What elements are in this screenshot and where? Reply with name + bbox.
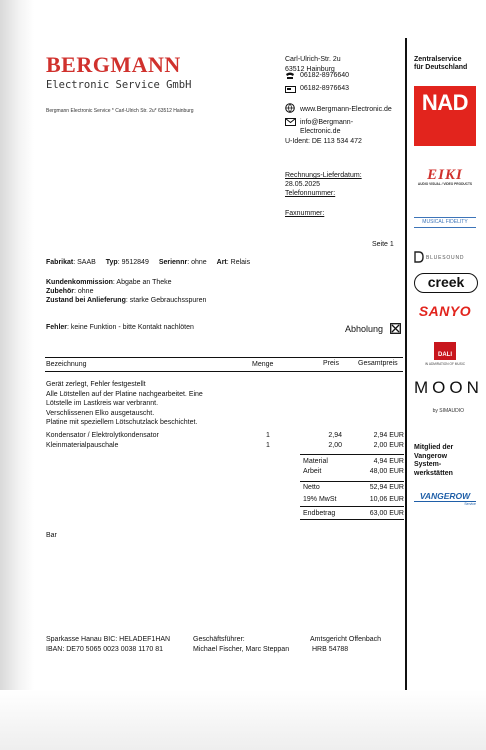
zubehoer-label: Zubehör: [46, 288, 74, 295]
repair-note: Verschlissenen Elko ausgetauscht.: [46, 409, 155, 417]
header-quantity: Menge: [252, 361, 274, 368]
header-description: Bezeichnung: [46, 361, 87, 368]
totals-rule-mid: [300, 481, 404, 482]
creek-logo: creek: [414, 273, 478, 293]
member-text: [414, 444, 453, 478]
sidebar-title-line2: für Deutschland: [414, 64, 468, 71]
contact-ust: U-Ident: DE 113 534 472: [285, 138, 362, 145]
material-label: Material: [303, 458, 328, 465]
fabrikat-value: : SAAB: [73, 259, 96, 266]
fabrikat-label: Fabrikat: [46, 259, 74, 266]
repair-note: Gerät zerlegt, Fehler festgestellt: [46, 381, 146, 388]
phone-icon: [285, 72, 295, 82]
typ-value: : 9512849: [117, 259, 149, 266]
contact-city: 63512 Hainburg: [285, 66, 335, 73]
musical-fidelity-logo: MUSICAL FIDELITY: [414, 217, 476, 228]
globe-icon: [285, 103, 295, 115]
vangerow-logo-text: VANGEROW: [414, 492, 476, 502]
totals-rule-top: [300, 454, 404, 455]
mwst-value: 10,06 EUR: [369, 496, 404, 503]
contact-phone: 06182-8976640: [300, 72, 350, 79]
repair-notes: [46, 380, 203, 428]
material-value: 4,94 EUR: [373, 458, 404, 465]
fax-icon: [285, 85, 296, 95]
footer-hrb: HRB 54788: [312, 646, 349, 653]
repair-note: Lötstelle im Lastkreis war verbrannt.: [46, 400, 159, 407]
typ-label: Typ: [105, 259, 118, 266]
contact-fax: 06182-8976643: [300, 85, 350, 92]
mwst-label: 19% MwSt: [303, 496, 337, 503]
page-number: Seite 1: [372, 241, 394, 248]
netto-label: Netto: [303, 484, 320, 491]
arbeit-label: Arbeit: [303, 468, 322, 475]
delivery-date-label: Rechnungs-Lieferdatum:: [285, 172, 362, 179]
sidebar-title: [414, 56, 467, 72]
repair-note: Platine mit speziellem Lötschutzlack beschichtet.: [46, 419, 198, 426]
endbetrag-value: 63,00 EUR: [369, 510, 404, 517]
zustand-label: Zustand bei Anlieferung: [46, 297, 126, 304]
vangerow-logo-service: Service: [464, 502, 476, 506]
moon-logo: MOON: [414, 378, 483, 397]
dali-logo: DALI: [434, 342, 456, 360]
bluesound-logo-text: BLUESOUND: [425, 254, 465, 261]
dali-tagline: IN ADMIRATION OF MUSIC: [424, 362, 466, 366]
member-line: werkstätten: [414, 469, 453, 477]
fehler-value: : keine Funktion - bitte Kontakt nachlöten: [67, 324, 194, 331]
header-total: Gesamtpreis: [358, 360, 398, 367]
table-header-rule: [45, 371, 403, 372]
eiki-logo-text: EIKI: [427, 167, 463, 183]
eiki-logo: [414, 168, 476, 186]
arbeit-value: 48,00 EUR: [369, 468, 404, 475]
nad-logo: [414, 86, 476, 146]
member-line: Vangerow: [414, 452, 448, 460]
nad-logo-text: NAD: [421, 90, 469, 115]
contact-web: www.Bergmann-Electronic.de: [300, 106, 392, 113]
item-price: 2,94: [328, 432, 342, 439]
zustand-value: : starke Gebrauchsspuren: [125, 297, 207, 304]
footer-bank: [46, 635, 170, 655]
table-top-rule: [45, 357, 403, 358]
pickup-checkbox: [390, 323, 401, 336]
repair-note: Alle Lötstellen auf der Platine nachgearbeitet. Eine: [46, 390, 203, 398]
endbetrag-label: Endbetrag: [303, 510, 336, 517]
footer-bank-name: Sparkasse Hanau BIC: HELADEF1HAN: [46, 636, 171, 643]
mail-icon: [285, 118, 296, 128]
pickup-label: Abholung: [345, 324, 384, 334]
footer-court-name: Amtsgericht Offenbach: [310, 636, 382, 643]
contact-street: Carl-Ulrich-Str. 2u: [285, 56, 341, 63]
footer-court: [310, 635, 381, 655]
contact-email: [300, 118, 353, 136]
fehler-label: Fehler: [46, 324, 68, 331]
contact-email-line1: info@Bergmann-: [300, 119, 354, 126]
item-description: Kleinmaterialpauschale: [46, 442, 119, 449]
bluesound-logo: [414, 251, 476, 263]
item-description: Kondensator / Elektrolytkondensator: [46, 432, 159, 439]
page-edge-shadow: [0, 0, 34, 750]
company-logo-name: BERGMANN: [46, 52, 181, 77]
simaudio-logo: by SIMAUDIO: [432, 408, 464, 414]
item-price: 2,00: [328, 442, 342, 449]
kommission-label: Kundenkommission: [46, 279, 113, 286]
item-total: 2,94 EUR: [373, 432, 404, 439]
device-line: [46, 259, 250, 266]
footer-gf-label: Geschäftsführer:: [193, 636, 245, 643]
member-line: Mitglied der: [414, 444, 454, 451]
sender-line: Bergmann Electronic Service * Carl-Ulrich Str. 2u* 63512 Hainburg: [46, 108, 194, 114]
page-bottom-shadow: [0, 690, 486, 750]
kommission-value: : Abgabe an Theke: [112, 279, 172, 286]
netto-value: 52,94 EUR: [369, 484, 404, 491]
serial-value: : ohne: [187, 259, 207, 266]
vangerow-logo: [414, 492, 476, 506]
art-value: : Relais: [226, 259, 251, 266]
sanyo-logo: SANYO: [418, 303, 472, 319]
serial-label: Seriennr: [158, 259, 188, 266]
totals-rule-bottom: [300, 519, 404, 520]
phone-number-label: Telefonnummer:: [285, 190, 336, 197]
item-quantity: 1: [266, 442, 270, 449]
footer-iban: IBAN: DE70 5065 0023 0038 1170 81: [46, 646, 164, 653]
zubehoer-value: : ohne: [74, 288, 94, 295]
payment-method: Bar: [46, 532, 57, 539]
fault-line: [46, 324, 194, 331]
item-total: 2,00 EUR: [373, 442, 404, 449]
sidebar-divider: [405, 38, 407, 690]
member-line: System-: [414, 461, 442, 468]
footer-management: [193, 635, 289, 655]
eiki-logo-tagline: AUDIO VISUAL / VIDEO PRODUCTS: [417, 182, 473, 186]
bluesound-mark-icon: [414, 251, 424, 263]
header-price: Preis: [323, 360, 339, 367]
totals-rule-lower: [300, 506, 404, 507]
delivery-date: 28.05.2025: [285, 181, 321, 188]
contact-email-line2: Electronic.de: [300, 128, 341, 135]
art-label: Art: [216, 259, 227, 266]
sidebar-title-line1: Zentralservice: [414, 56, 462, 63]
item-quantity: 1: [266, 432, 270, 439]
footer-gf-names: Michael Fischer, Marc Steppan: [193, 646, 290, 653]
fax-number-label: Faxnummer:: [285, 210, 325, 217]
order-details: [46, 278, 206, 305]
company-logo-subtitle: Electronic Service GmbH: [46, 79, 192, 91]
